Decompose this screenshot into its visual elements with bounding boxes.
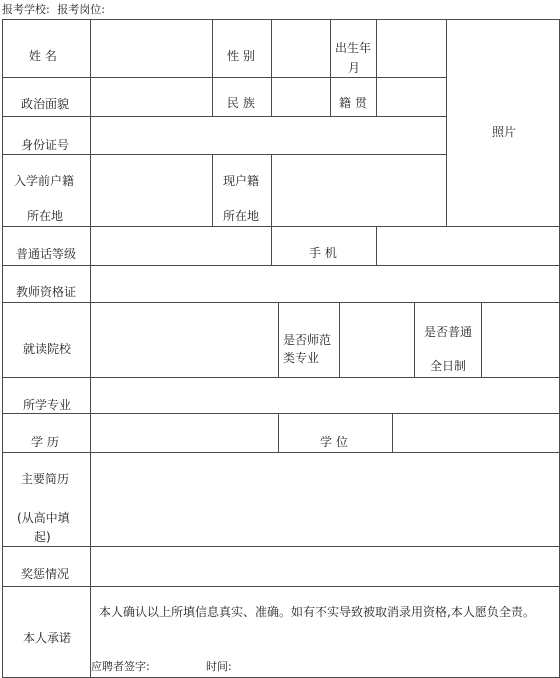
- ethnicity-label-cell: [212, 77, 272, 117]
- teacher-cert-label-cell: [2, 265, 91, 303]
- id-number-value-cell[interactable]: [90, 116, 447, 155]
- name-label-cell: [2, 19, 91, 78]
- resume-label-cell: [2, 452, 91, 547]
- name-value-cell[interactable]: [90, 19, 213, 78]
- photo-cell[interactable]: [446, 19, 560, 227]
- current-hukou-label-cell: [212, 154, 272, 227]
- birth-value-cell[interactable]: [376, 19, 447, 78]
- degree-value-cell[interactable]: [392, 413, 560, 453]
- normal-major-value-cell[interactable]: [339, 302, 415, 378]
- commitment-content-cell: [90, 586, 560, 678]
- mandarin-label-cell: [2, 226, 91, 266]
- commitment-label-cell: [2, 586, 91, 678]
- politics-label: 政治面貌: [21, 97, 70, 111]
- education-label-cell: [2, 413, 91, 453]
- commitment-label: 本人承诺: [23, 631, 72, 645]
- ethnicity-value-cell[interactable]: [271, 77, 331, 117]
- fulltime-value-cell[interactable]: [481, 302, 560, 378]
- awards-label-cell: [2, 546, 91, 587]
- fulltime-label-line1: 是否普通: [424, 325, 473, 339]
- resume-value-cell[interactable]: [90, 452, 560, 547]
- name-label: 姓 名: [29, 49, 57, 63]
- current-hukou-label-line1: 现户籍: [223, 174, 260, 188]
- current-hukou-value-cell[interactable]: [271, 154, 447, 227]
- native-place-value-cell[interactable]: [376, 77, 447, 117]
- applied-school-label: 报考学校:: [2, 3, 50, 16]
- birth-label-line1: 出生年: [335, 41, 372, 55]
- education-label: 学 历: [31, 435, 59, 449]
- awards-label: 奖惩情况: [21, 567, 70, 581]
- politics-label-cell: [2, 77, 91, 117]
- major-value-cell[interactable]: [90, 377, 560, 414]
- mandarin-value-cell[interactable]: [90, 226, 272, 266]
- resume-label-line1: 主要简历: [21, 472, 70, 486]
- photo-label: 照片: [492, 125, 517, 139]
- fulltime-label-cell: [414, 302, 482, 378]
- degree-label: 学 位: [320, 435, 348, 449]
- resume-label-line2: (从高中填: [17, 511, 70, 525]
- school-label-cell: [2, 302, 91, 378]
- birth-label-cell: [330, 19, 377, 78]
- pre-hukou-label-line2: 所在地: [27, 209, 64, 223]
- pre-hukou-label-line1: 入学前户籍: [14, 174, 75, 188]
- degree-label-cell: [278, 413, 393, 453]
- education-value-cell[interactable]: [90, 413, 279, 453]
- major-label: 所学专业: [23, 398, 72, 412]
- gender-label: 性 别: [227, 49, 255, 63]
- time-label: 时间:: [206, 660, 232, 673]
- id-number-label-cell: [2, 116, 91, 155]
- native-place-label: 籍 贯: [339, 96, 367, 110]
- ethnicity-label: 民 族: [227, 96, 255, 110]
- gender-label-cell: [212, 19, 272, 78]
- id-number-label: 身份证号: [21, 138, 70, 152]
- phone-label-cell: [271, 226, 377, 266]
- fulltime-label-line2: 全日制: [430, 359, 467, 373]
- major-label-cell: [2, 377, 91, 414]
- applied-position-label: 报考岗位:: [57, 3, 105, 16]
- normal-major-label-line1: 是否师范: [283, 333, 332, 347]
- phone-label: 手 机: [309, 246, 337, 260]
- current-hukou-label-line2: 所在地: [223, 209, 260, 223]
- normal-major-label-line2: 类专业: [283, 351, 320, 365]
- signature-label: 应聘者签字:: [91, 660, 150, 673]
- gender-value-cell[interactable]: [271, 19, 331, 78]
- pre-hukou-value-cell[interactable]: [90, 154, 213, 227]
- normal-major-label-cell: [278, 302, 340, 378]
- pre-hukou-label-cell: [2, 154, 91, 227]
- teacher-cert-label: 教师资格证: [16, 285, 77, 299]
- school-value-cell[interactable]: [90, 302, 279, 378]
- awards-value-cell[interactable]: [90, 546, 560, 587]
- school-label: 就读院校: [23, 342, 72, 356]
- native-place-label-cell: [330, 77, 377, 117]
- mandarin-label: 普通话等级: [16, 247, 77, 261]
- teacher-cert-value-cell[interactable]: [90, 265, 560, 303]
- birth-label-line2: 月: [348, 61, 361, 75]
- phone-value-cell[interactable]: [376, 226, 560, 266]
- resume-label-line3: 起): [34, 530, 51, 544]
- politics-value-cell[interactable]: [90, 77, 213, 117]
- commitment-text: 本人确认以上所填信息真实、准确。如有不实导致被取消录用资格,本人愿负全责。: [99, 605, 535, 619]
